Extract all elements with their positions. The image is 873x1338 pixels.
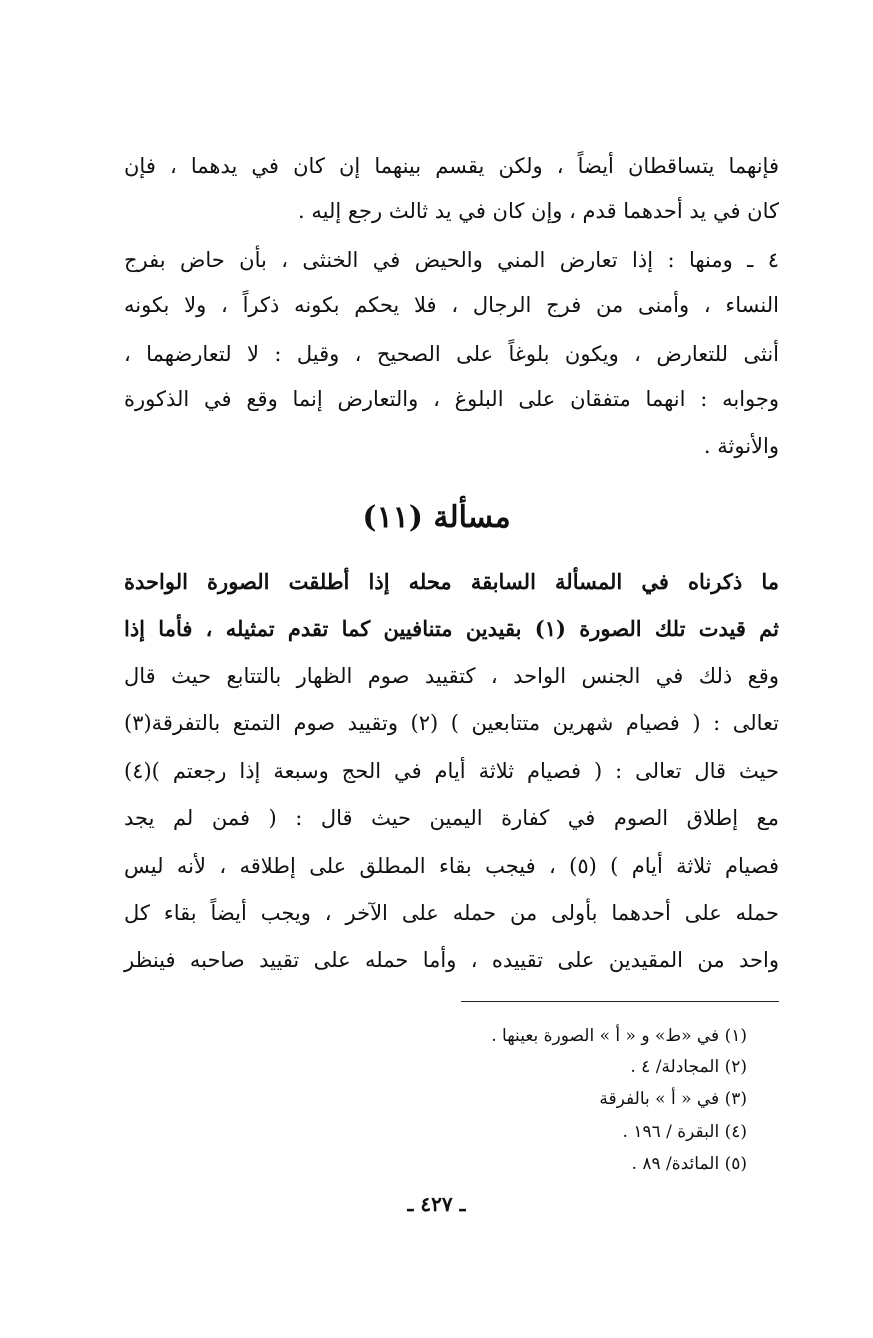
text-line: تعالى : ( فصيام شهرين متتابعين ) (٢) وتقييد صوم التمتع بالتفرقة(٣) bbox=[124, 711, 779, 735]
footnote: (٤) البقرة / ١٩٦ . bbox=[622, 1122, 747, 1142]
page-number: ـ ٤٢٧ ـ bbox=[407, 1192, 466, 1216]
text-line: ما ذكرناه في المسألة السابقة محله إذا أطلقت الصورة الواحدة bbox=[124, 569, 779, 594]
section-heading: مسألة (١١) bbox=[362, 500, 511, 535]
text-line: مع إطلاق الصوم في كفارة اليمين حيث قال : ( فمن لم يجد bbox=[124, 806, 779, 830]
footnote: (٣) في « أ » بالفرقة bbox=[599, 1089, 747, 1109]
text-line: ثم قيدت تلك الصورة (١) بقيدين متنافيين كما تقدم تمثيله ، فأما إذا bbox=[124, 616, 779, 641]
text-line: ٤ ـ ومنها : إذا تعارض المني والحيض في الخنثى ، بأن حاض بفرج bbox=[124, 248, 779, 272]
text-line: كان في يد أحدهما قدم ، وإن كان في يد ثالث رجع إليه . bbox=[298, 199, 779, 223]
text-line: واحد من المقيدين على تقييده ، وأما حمله على تقييد صاحبه فينظر bbox=[124, 948, 779, 972]
text-line: حمله على أحدهما بأولى من حمله على الآخر ، ويجب أيضاً بقاء كل bbox=[124, 901, 779, 925]
footnote-divider bbox=[461, 1001, 779, 1002]
text-line: حيث قال تعالى : ( فصيام ثلاثة أيام في الحج وسبعة إذا رجعتم )(٤) bbox=[124, 759, 779, 783]
text-line: فصيام ثلاثة أيام ) (٥) ، فيجب بقاء المطلق على إطلاقه ، لأنه ليس bbox=[124, 854, 779, 878]
text-line: فإنهما يتساقطان أيضاً ، ولكن يقسم بينهما إن كان في يدهما ، فإن bbox=[124, 154, 779, 178]
text-line: والأنوثة . bbox=[703, 434, 779, 458]
text-line: وجوابه : انهما متفقان على البلوغ ، والتعارض إنما وقع في الذكورة bbox=[124, 387, 779, 411]
text-line: النساء ، وأمنى من فرج الرجال ، فلا يحكم بكونه ذكراً ، ولا بكونه bbox=[124, 293, 779, 317]
footnote: (١) في «ط» و « أ » الصورة بعينها . bbox=[491, 1026, 747, 1046]
footnote: (٥) المائدة/ ٨٩ . bbox=[631, 1154, 747, 1174]
footnote: (٢) المجادلة/ ٤ . bbox=[630, 1057, 747, 1077]
text-line: أنثى للتعارض ، ويكون بلوغاً على الصحيح ، وقيل : لا لتعارضهما ، bbox=[124, 342, 779, 366]
text-line: وقع ذلك في الجنس الواحد ، كتقييد صوم الظهار بالتتابع حيث قال bbox=[124, 664, 779, 688]
